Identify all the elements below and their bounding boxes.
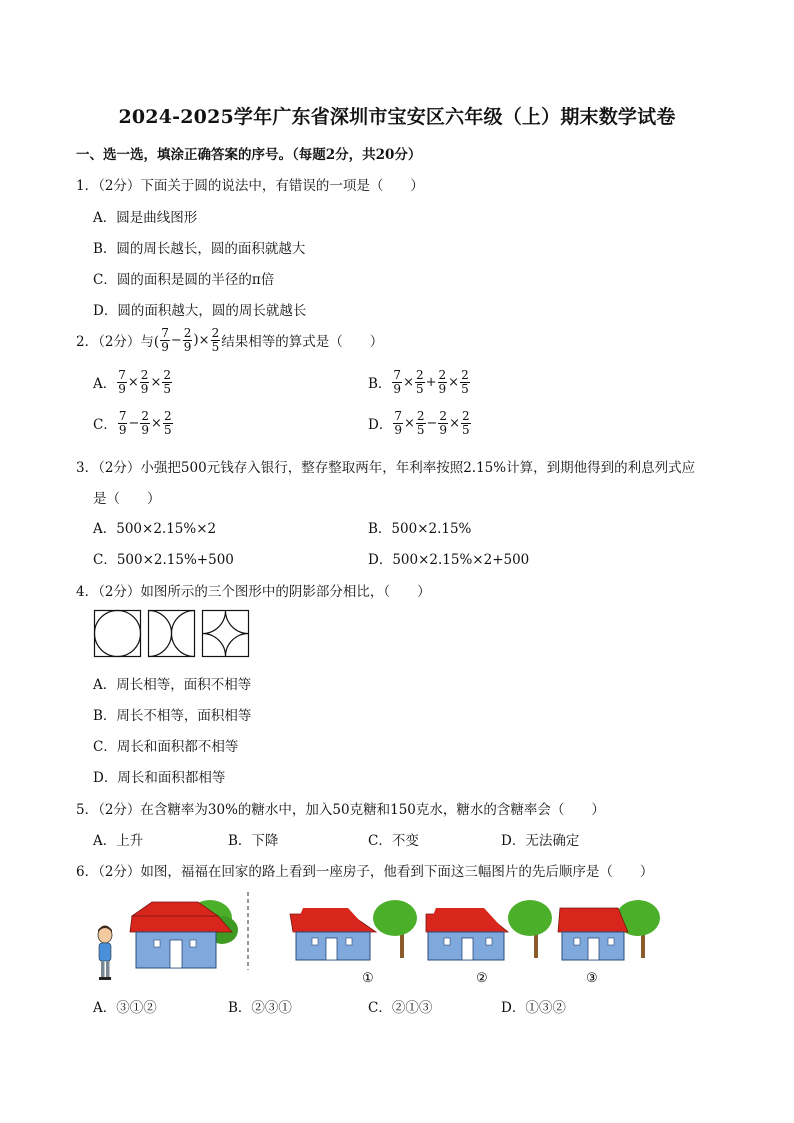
q3-stem-line1: 3．（2分）小强把500元钱存入银行，整存整取两年，年利率按照2.15%计算，到期他得到的利息列式应 <box>76 460 696 476</box>
q4-figure-1 <box>95 611 141 657</box>
page-title: 2024-2025学年广东省深圳市宝安区六年级（上）期末数学试卷 <box>118 106 676 128</box>
q2-option-a: A． $\frac{7}{9}$ × $\frac{2}{9}$ × $\frac{2}{5}$ <box>93 368 171 396</box>
q5-option-a: A．上升 <box>93 833 144 849</box>
q2-frac-2-9: $\frac{2}{9}$ <box>183 326 192 354</box>
q1-option-b: B．圆的周长越长，圆的面积就越大 <box>93 241 306 257</box>
q5-stem: 5．（2分）在含糖率为30%的糖水中，加入50克糖和150克水，糖水的含糖率会（ ） <box>76 802 605 818</box>
q3-option-c: C．500×2.15%+500 <box>93 552 234 568</box>
q4-option-a: A．周长相等，面积不相等 <box>93 677 252 693</box>
q5-option-d: D．无法确定 <box>501 833 580 849</box>
pic1-label: ① <box>362 971 374 986</box>
q2-frac-7-9: $\frac{7}{9}$ <box>161 326 169 354</box>
q6-option-d: D．①③② <box>501 1000 566 1016</box>
q2-option-d: D． $\frac{7}{9}$ × $\frac{2}{5}$ − $\frac{2}{9}$ × $\frac{2}{5}$ <box>368 409 470 437</box>
q4-option-c: C．周长和面积都不相等 <box>93 739 239 755</box>
q1-stem: 1．（2分）下面关于圆的说法中，有错误的一项是（ ） <box>76 178 424 194</box>
q3-option-b: B．500×2.15% <box>368 521 472 537</box>
q3-option-a: A．500×2.15%×2 <box>93 521 217 537</box>
boy-figure <box>98 926 112 981</box>
q2-option-b: B． $\frac{7}{9}$ × $\frac{2}{5}$ + $\frac{2}{9}$ × $\frac{2}{5}$ <box>368 368 469 396</box>
q2-frac-2-5: $\frac{2}{5}$ <box>211 326 220 354</box>
q2-suffix: 结果相等的算式是（ ） <box>221 334 384 351</box>
q4-figure-2 <box>149 611 195 657</box>
q2-prefix: 2．（2分）与( <box>76 334 160 351</box>
q6-illustration <box>90 888 670 988</box>
house-picture-1 <box>290 900 417 960</box>
q6-option-a: A．③①② <box>93 1000 157 1016</box>
house-picture-3 <box>558 900 660 960</box>
q6-option-b: B．②③① <box>228 1000 292 1016</box>
q4-stem: 4．（2分）如图所示的三个图形中的阴影部分相比，（ ） <box>76 584 431 600</box>
q2-stem: 2．（2分）与( $\frac{7}{9}$ − $\frac{2}{9}$ ) × $\frac{2}{5}$ 结果相等的算式是（ ） <box>76 326 384 354</box>
q1-option-a: A．圆是曲线图形 <box>93 210 198 226</box>
pic3-label: ③ <box>586 971 598 986</box>
q3-option-d: D．500×2.15%×2+500 <box>368 552 530 568</box>
q4-figures <box>94 610 250 658</box>
q3-stem-line2: 是（ ） <box>93 491 161 507</box>
q2-option-c: C． $\frac{7}{9}$ − $\frac{2}{9}$ × $\frac{2}{5}$ <box>93 409 172 437</box>
q6-stem: 6．（2分）如图，福福在回家的路上看到一座房子，他看到下面这三幅图片的先后顺序是（ ） <box>76 864 654 880</box>
q4-option-b: B．周长不相等，面积相等 <box>93 708 252 724</box>
section-heading: 一、选一选，填涂正确答案的序号。（每题2分，共20分） <box>76 147 422 163</box>
house-picture-2 <box>426 900 552 960</box>
pic2-label: ② <box>476 971 488 986</box>
q1-option-c: C．圆的面积是圆的半径的π倍 <box>93 272 275 288</box>
q5-option-b: B．下降 <box>228 833 279 849</box>
q5-option-c: C．不变 <box>368 833 419 849</box>
house-main <box>130 900 238 968</box>
q6-option-c: C．②①③ <box>368 1000 433 1016</box>
q4-option-d: D．周长和面积都相等 <box>93 770 226 786</box>
q4-figure-3 <box>203 611 249 657</box>
q1-option-d: D．圆的面积越大，圆的周长就越长 <box>93 303 307 319</box>
